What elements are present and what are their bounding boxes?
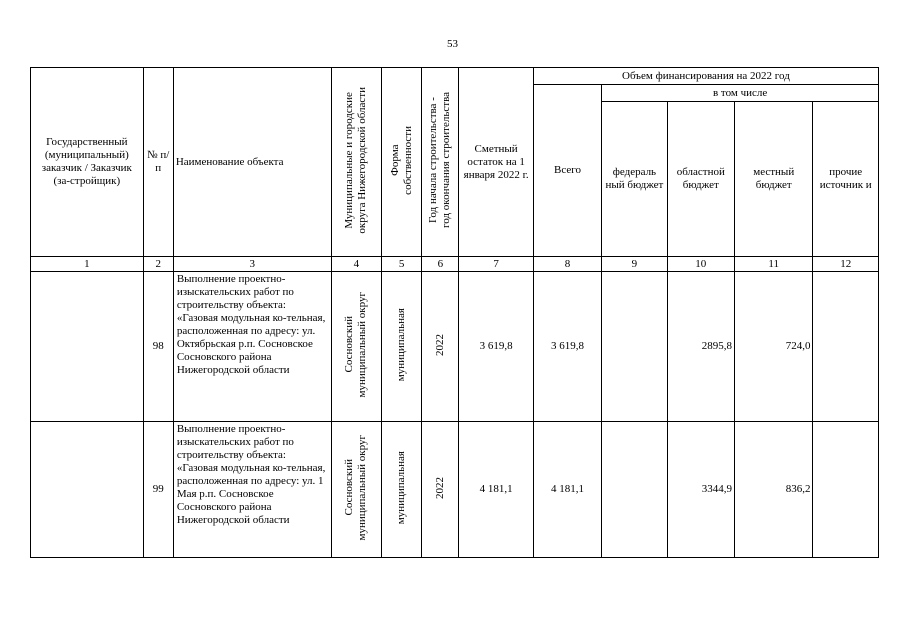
header-other: прочие источник и bbox=[813, 102, 879, 257]
row-object-name: Выполнение проектно-изыскательских работ по строительству объекта: «Газовая модульная ко-тельная, расположенная по адресу: ул. Октябрьская р.п. Сосновское Сосновского района Нижегородской области bbox=[173, 272, 331, 422]
column-number: 5 bbox=[382, 257, 422, 272]
row-district-line2: муниципальный округ bbox=[356, 434, 369, 541]
column-number-row bbox=[31, 257, 879, 272]
column-number: 7 bbox=[459, 257, 533, 272]
header-regional: областной бюджет bbox=[667, 102, 734, 257]
row-years bbox=[422, 272, 459, 422]
row-district bbox=[331, 422, 381, 558]
row-federal bbox=[602, 272, 667, 422]
row-district-line2: муниципальный округ bbox=[356, 291, 369, 398]
column-number: 3 bbox=[173, 257, 331, 272]
row-num: 98 bbox=[143, 272, 173, 422]
header-num: № п/п bbox=[143, 68, 173, 257]
row-local: 836,2 bbox=[735, 422, 813, 558]
column-number: 12 bbox=[813, 257, 879, 272]
row-years-text: 2022 bbox=[433, 476, 446, 499]
row-local: 724,0 bbox=[735, 272, 813, 422]
row-ownership-text: муниципальная bbox=[395, 450, 408, 525]
header-ownership-line1: Форма bbox=[388, 144, 401, 176]
row-district-line1: Сосновский bbox=[343, 459, 356, 516]
row-ownership-text: муниципальная bbox=[395, 307, 408, 382]
column-number: 11 bbox=[735, 257, 813, 272]
column-number: 9 bbox=[602, 257, 667, 272]
header-federal: федераль ный бюджет bbox=[602, 102, 667, 257]
header-district-line1: Муниципальные и городские bbox=[343, 91, 356, 229]
row-ownership bbox=[382, 422, 422, 558]
column-number: 8 bbox=[533, 257, 601, 272]
table-row bbox=[31, 272, 879, 422]
column-number: 4 bbox=[331, 257, 381, 272]
row-total: 4 181,1 bbox=[533, 422, 601, 558]
row-ownership bbox=[382, 272, 422, 422]
column-number: 10 bbox=[667, 257, 734, 272]
row-regional: 3344,9 bbox=[667, 422, 734, 558]
row-customer bbox=[31, 422, 144, 558]
row-estimate: 3 619,8 bbox=[459, 272, 533, 422]
header-years bbox=[422, 68, 459, 257]
header-district-line2: округа Нижегородской области bbox=[356, 86, 369, 234]
row-years bbox=[422, 422, 459, 558]
row-customer bbox=[31, 272, 144, 422]
column-number: 2 bbox=[143, 257, 173, 272]
row-years-text: 2022 bbox=[433, 333, 446, 356]
header-years-line2: год окончания строительства bbox=[440, 92, 453, 228]
row-other bbox=[813, 422, 879, 558]
header-estimate: Сметный остаток на 1 января 2022 г. bbox=[459, 68, 533, 257]
header-total: Всего bbox=[533, 85, 601, 257]
row-num: 99 bbox=[143, 422, 173, 558]
header-district bbox=[331, 68, 381, 257]
header-local: местный бюджет bbox=[735, 102, 813, 257]
row-estimate: 4 181,1 bbox=[459, 422, 533, 558]
row-total: 3 619,8 bbox=[533, 272, 601, 422]
row-regional: 2895,8 bbox=[667, 272, 734, 422]
table-row bbox=[31, 422, 879, 558]
column-number: 1 bbox=[31, 257, 144, 272]
header-ownership bbox=[382, 68, 422, 257]
row-other bbox=[813, 272, 879, 422]
header-years-line1: Год начала строительства - bbox=[427, 97, 440, 223]
row-district bbox=[331, 272, 381, 422]
header-row bbox=[31, 68, 879, 85]
row-federal bbox=[602, 422, 667, 558]
row-district-line1: Сосновский bbox=[343, 316, 356, 373]
header-customer: Государственный (муниципальный) заказчик / Заказчик (за-стройщик) bbox=[31, 68, 144, 257]
column-number: 6 bbox=[422, 257, 459, 272]
header-object-name: Наименование объекта bbox=[173, 68, 331, 257]
page-number: 53 bbox=[447, 38, 458, 50]
header-including: в том числе bbox=[602, 85, 879, 102]
financing-table bbox=[30, 67, 879, 558]
header-ownership-line2: собственности bbox=[401, 125, 414, 195]
header-funding: Объем финансирования на 2022 год bbox=[533, 68, 878, 85]
row-object-name: Выполнение проектно-изыскательских работ по строительству объекта: «Газовая модульная ко-тельная, расположенная по адресу: ул. 1 Мая р.п. Сосновское Сосновского района Нижегородской области bbox=[173, 422, 331, 558]
